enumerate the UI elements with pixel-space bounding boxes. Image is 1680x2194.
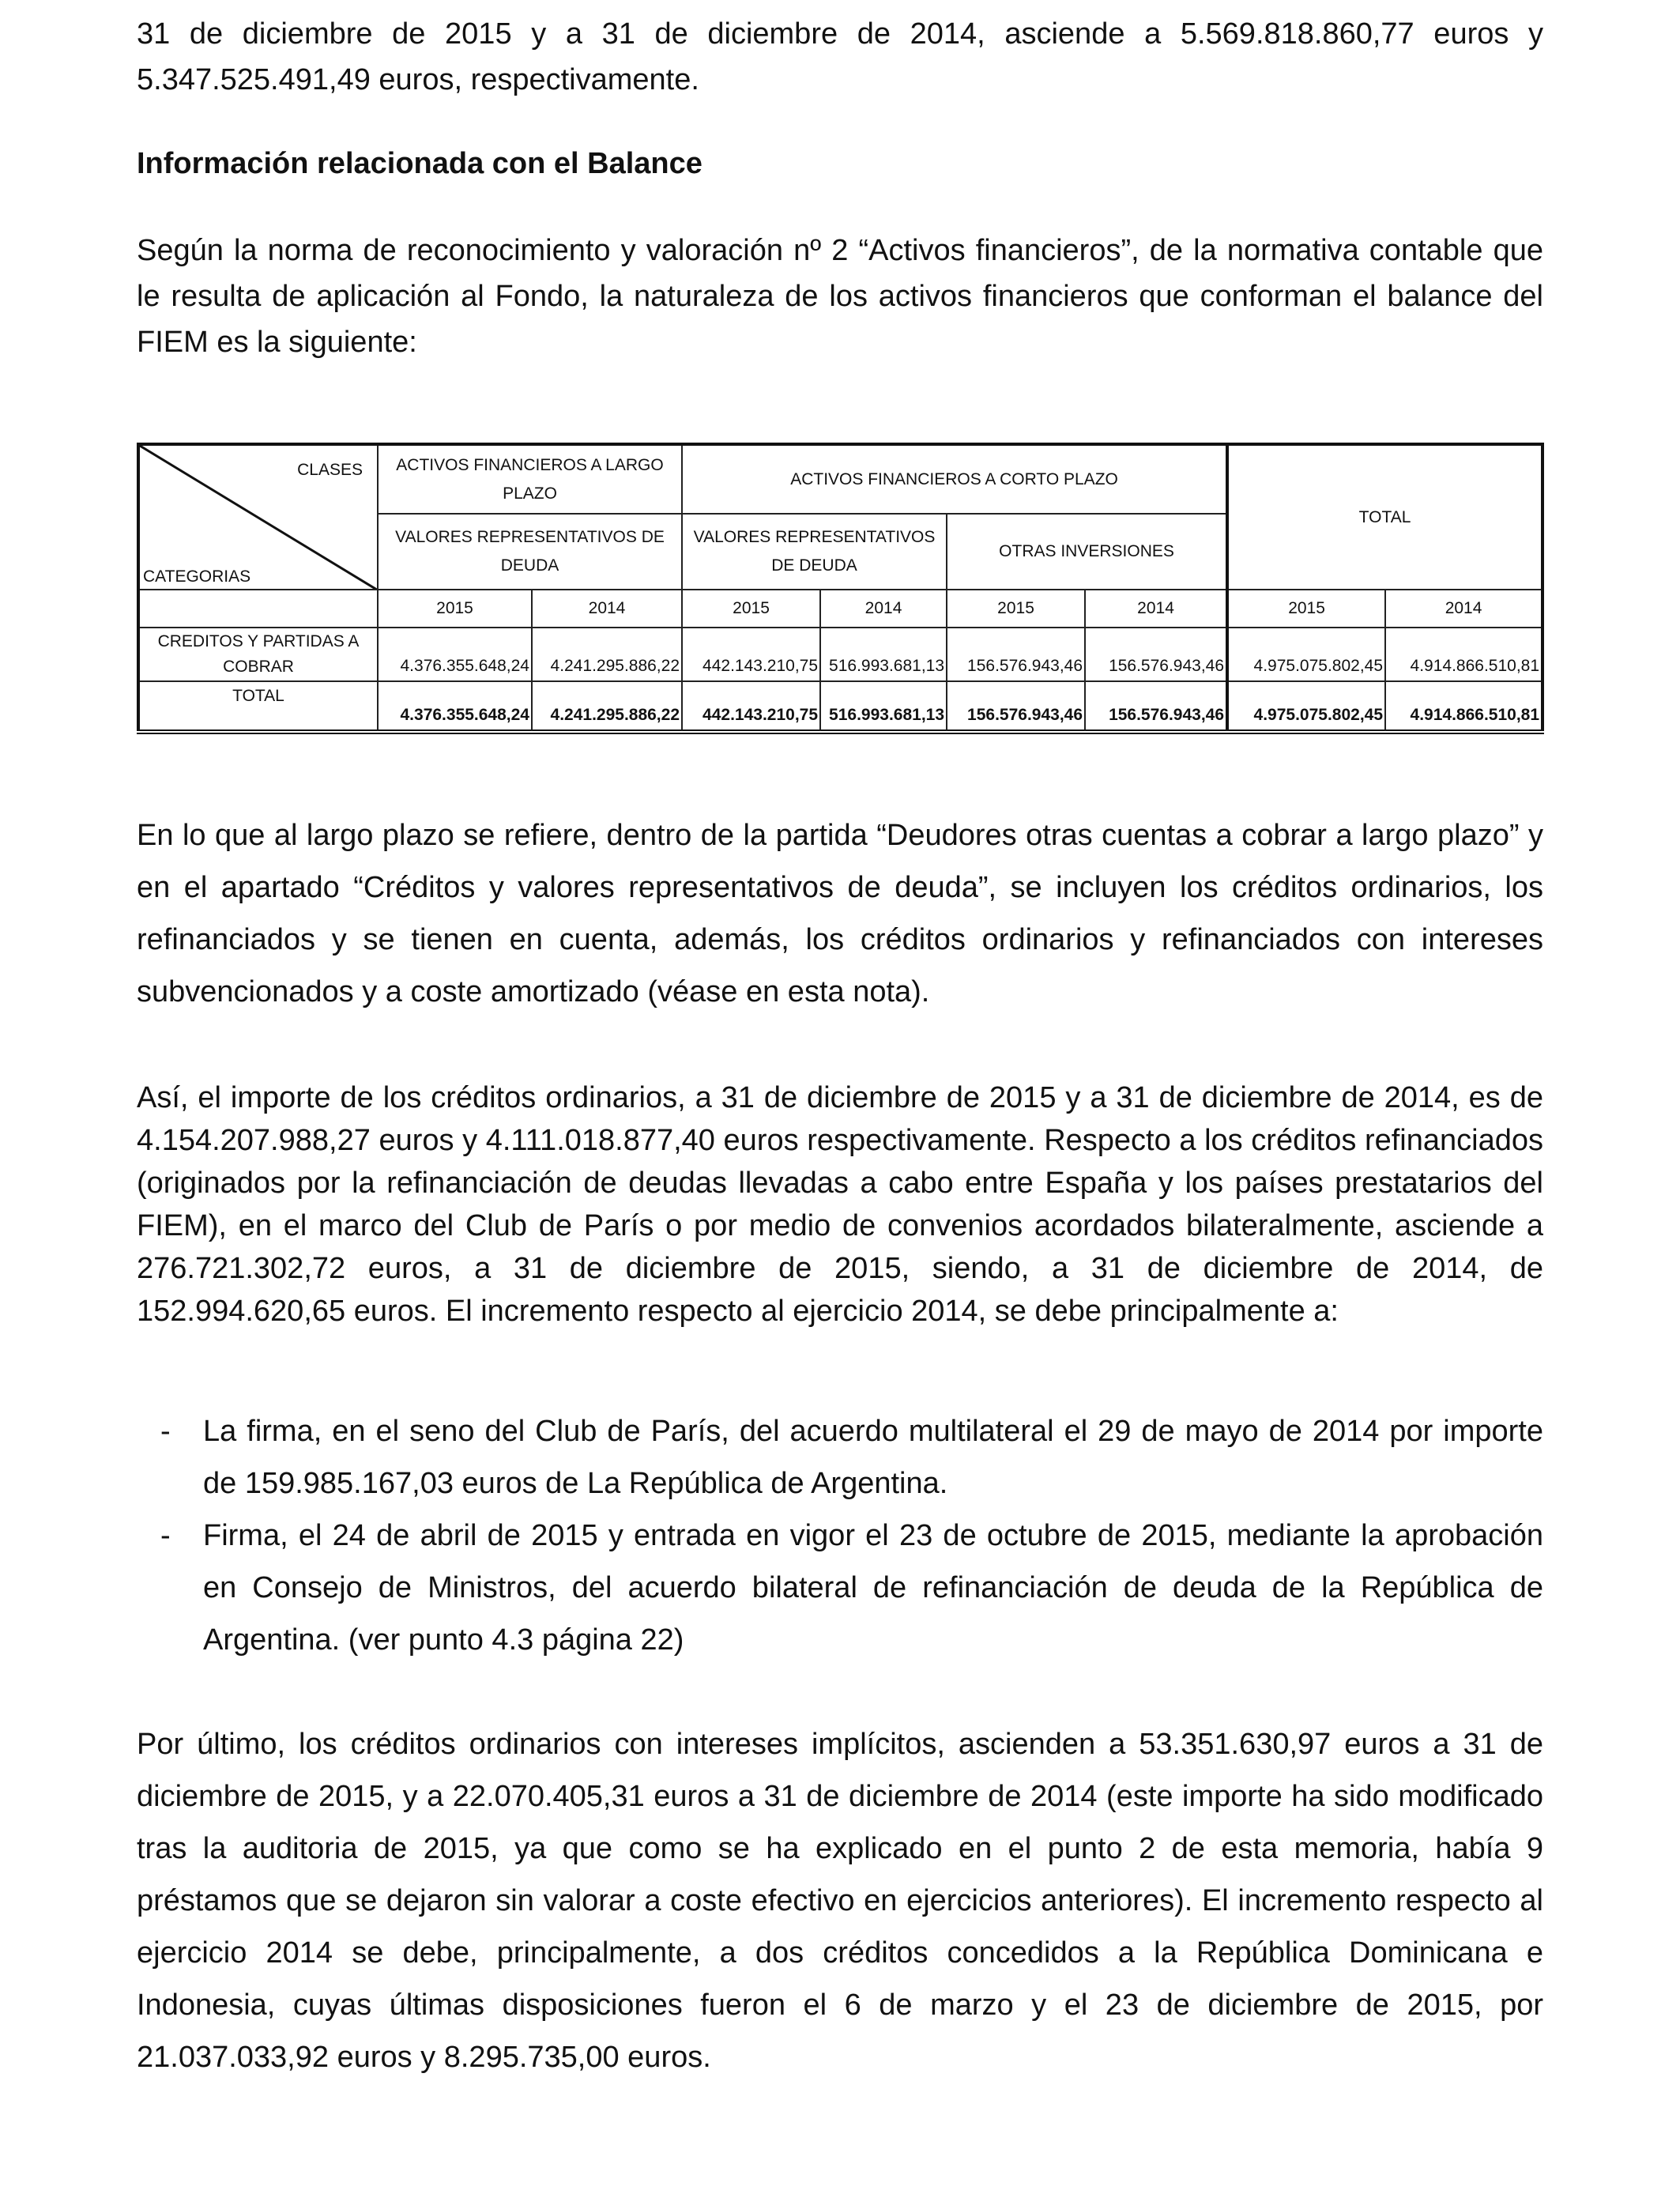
value-cell: 442.143.210,75 (682, 628, 820, 681)
corner-header (138, 444, 378, 590)
ultimo-paragraph: Por último, los créditos ordinarios con intereses implícitos, ascienden a 53.351.630,97 euros a 31 de diciembre de 2015, y a 22.070.405,31 euros a 31 de diciembre de 2014 (este importe ha sido modificado tras la auditoria de 2015, ya que como se ha explicado en el punto 2 de esta memoria, había 9 préstamos que se dejaron sin valorar a coste efectivo en ejercicios anteriores). El incremento respecto al ejercicio 2014 se debe, principalmente, a dos créditos concedidos a la República Dominicana e Indonesia, cuyas últimas disposiciones fueron el 6 de marzo y el 23 de diciembre de 2015, por 21.037.033,92 euros y 8.295.735,00 euros. (137, 1728, 1543, 2074)
value-cell: 4.376.355.648,24 (378, 681, 532, 732)
section-heading: Información relacionada con el Balance (137, 147, 703, 180)
corner-clases-label: CLASES (297, 461, 363, 479)
value-cell: 4.914.866.510,81 (1385, 628, 1543, 681)
value-cell: 4.975.075.802,45 (1227, 628, 1385, 681)
corner-categorias-label: CATEGORIAS (143, 567, 251, 586)
table-row (138, 628, 1543, 681)
value-cell: 516.993.681,13 (820, 628, 947, 681)
intro-balance-paragraph: Según la norma de reconocimiento y valoración nº 2 “Activos financieros”, de la normativa contable que le resulta de aplicación al Fondo, la naturaleza de los activos financieros que conforman el balance del FIEM es la siguiente: (137, 234, 1543, 359)
value-cell: 516.993.681,13 (820, 681, 947, 732)
bullet-dash: - (160, 1415, 171, 1448)
sub-otras-inversiones: OTRAS INVERSIONES (947, 514, 1227, 590)
list-item (137, 1510, 1543, 1666)
sub-valores-corto: VALORES REPRESENTATIVOS DE DEUDA (682, 514, 947, 590)
group-largo-plazo: ACTIVOS FINANCIEROS A LARGO PLAZO (378, 444, 682, 514)
value-cell: 156.576.943,46 (947, 681, 1085, 732)
intro-paragraph: 31 de diciembre de 2015 y a 31 de diciembre de 2014, asciende a 5.569.818.860,77 euros y 5.347.525.491,49 euros, respectivamente. (137, 17, 1543, 96)
year-cell: 2015 (682, 590, 820, 628)
row-label: CREDITOS Y PARTIDAS A COBRAR (138, 628, 378, 681)
table-row (138, 681, 1543, 732)
financial-assets-table (137, 443, 1544, 734)
value-cell: 156.576.943,46 (947, 628, 1085, 681)
value-cell: 156.576.943,46 (1085, 628, 1227, 681)
bullet-dash: - (160, 1519, 171, 1552)
value-cell: 4.376.355.648,24 (378, 628, 532, 681)
list-item-text: La firma, en el seno del Club de París, del acuerdo multilateral el 29 de mayo de 2014 por importe de 159.985.167,03 euros de La República de Argentina. (203, 1415, 1543, 1500)
list-item-text: Firma, el 24 de abril de 2015 y entrada en vigor el 23 de octubre de 2015, mediante la aprobación en Consejo de Ministros, del acuerdo bilateral de refinanciación de deuda de la República de Argentina. (ver punto 4.3 página 22) (203, 1519, 1543, 1657)
value-cell: 156.576.943,46 (1085, 681, 1227, 732)
value-cell: 442.143.210,75 (682, 681, 820, 732)
year-cell: 2015 (378, 590, 532, 628)
largo-plazo-paragraph: En lo que al largo plazo se refiere, dentro de la partida “Deudores otras cuentas a cobrar a largo plazo” y en el apartado “Créditos y valores representativos de deuda”, se incluyen los créditos ordinarios, los refinanciados y se tienen en cuenta, además, los créditos ordinarios y refinanciados con intereses subvencionados y a coste amortizado (véase en esta nota). (137, 819, 1543, 1008)
group-corto-plazo: ACTIVOS FINANCIEROS A CORTO PLAZO (682, 444, 1227, 514)
value-cell: 4.241.295.886,22 (532, 681, 682, 732)
group-total: TOTAL (1227, 444, 1543, 590)
year-cell: 2014 (532, 590, 682, 628)
year-cell: 2014 (820, 590, 947, 628)
value-cell: 4.241.295.886,22 (532, 628, 682, 681)
year-cell: 2015 (947, 590, 1085, 628)
year-cell: 2014 (1385, 590, 1543, 628)
year-cell: 2014 (1085, 590, 1227, 628)
value-cell: 4.914.866.510,81 (1385, 681, 1543, 732)
row-label: TOTAL (138, 681, 378, 732)
year-cell: 2015 (1227, 590, 1385, 628)
bullet-list (137, 1405, 1543, 1666)
creditos-ordinarios-paragraph: Así, el importe de los créditos ordinarios, a 31 de diciembre de 2015 y a 31 de diciembre de 2014, es de 4.154.207.988,27 euros y 4.111.018.877,40 euros respectivamente. Respecto a los créditos refinanciados (originados por la refinanciación de deudas llevadas a cabo entre España y los países prestatarios del FIEM), en el marco del Club de París o por medio de convenios acordados bilateralmente, asciende a 276.721.302,72 euros, a 31 de diciembre de 2015, siendo, a 31 de diciembre de 2014, de 152.994.620,65 euros. El incremento respecto al ejercicio 2014, se debe principalmente a: (137, 1081, 1543, 1328)
value-cell: 4.975.075.802,45 (1227, 681, 1385, 732)
list-item (137, 1405, 1543, 1510)
year-row-empty (138, 590, 378, 628)
sub-valores-largo: VALORES REPRESENTATIVOS DE DEUDA (378, 514, 682, 590)
